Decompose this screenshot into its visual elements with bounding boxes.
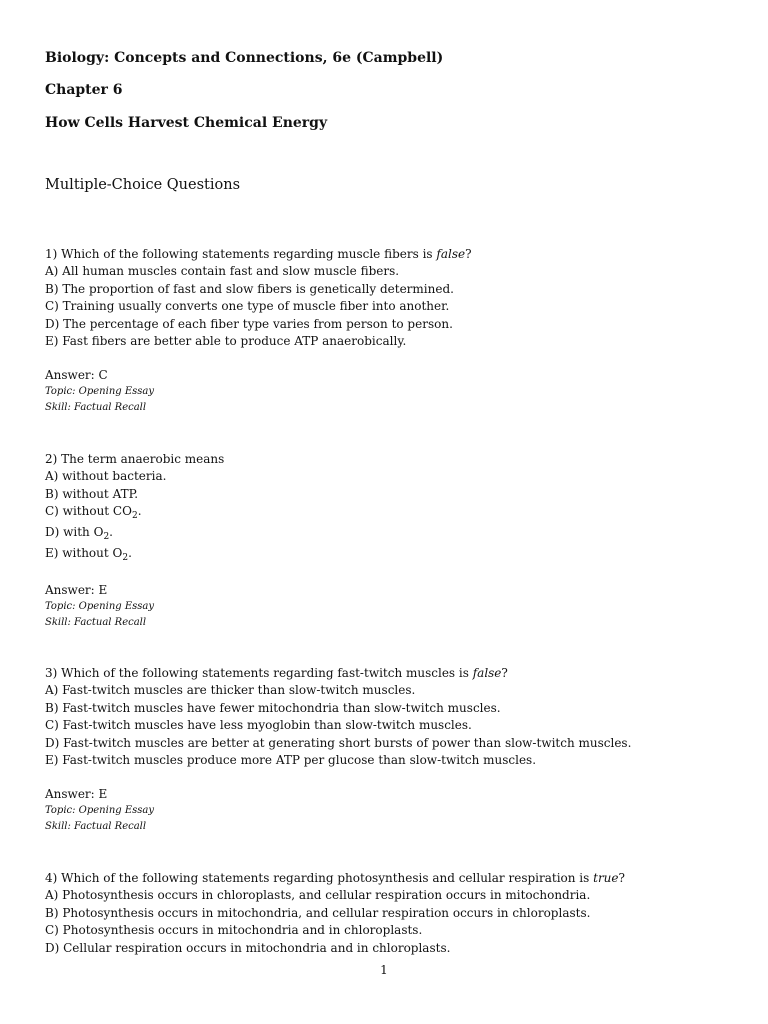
option-c: C) without $CO_2$. — [45, 504, 142, 522]
option-e: E) Fast fibers are better able to produce ATP anaerobically. — [45, 333, 407, 348]
page-number: 1 — [380, 963, 388, 977]
skill-1: Skill: Factual Recall — [45, 402, 147, 413]
question-3 — [45, 665, 631, 769]
option-b: B) without ATP. — [45, 486, 139, 501]
question-2 — [45, 451, 224, 566]
option-c: C) Fast-twitch muscles have less myoglobin than slow-twitch muscles. — [45, 718, 472, 733]
topic-3: Topic: Opening Essay — [45, 805, 155, 816]
skill-2: Skill: Factual Recall — [45, 617, 147, 628]
option-e: E) without $O_2$. — [45, 546, 132, 564]
option-c: C) Training usually converts one type of muscle fiber into another. — [45, 299, 450, 314]
section-heading: Multiple-Choice Questions — [45, 177, 241, 193]
question-4 — [45, 870, 625, 957]
option-a: A) without bacteria. — [45, 469, 167, 484]
question-stem: 3) Which of the following statements regarding fast-twitch muscles is false? — [45, 666, 508, 680]
option-d: D) Fast-twitch muscles are better at generating short bursts of power than slow-twitch muscles. — [45, 735, 632, 750]
option-b: B) Fast-twitch muscles have fewer mitochondria than slow-twitch muscles. — [45, 700, 501, 715]
chapter-title: How Cells Harvest Chemical Energy — [45, 115, 328, 131]
option-a: A) Fast-twitch muscles are thicker than slow-twitch muscles. — [45, 683, 416, 698]
option-a: A) All human muscles contain fast and slow muscle fibers. — [45, 264, 400, 279]
answer-1: Answer: C — [45, 368, 108, 382]
question-1 — [45, 246, 472, 350]
question-stem: 1) Which of the following statements regarding muscle fibers is false? — [45, 247, 472, 261]
chapter-label: Chapter 6 — [45, 82, 123, 98]
question-stem: 4) Which of the following statements regarding photosynthesis and cellular respiration is true? — [45, 871, 625, 885]
option-a: A) Photosynthesis occurs in chloroplasts, and cellular respiration occurs in mitochondria. — [45, 888, 591, 903]
option-e: E) Fast-twitch muscles produce more ATP per glucose than slow-twitch muscles. — [45, 752, 537, 767]
option-d: D) Cellular respiration occurs in mitochondria and in chloroplasts. — [45, 940, 451, 955]
option-b: B) Photosynthesis occurs in mitochondria, and cellular respiration occurs in chloroplasts. — [45, 905, 591, 920]
book-title: Biology: Concepts and Connections, 6e (Campbell) — [45, 50, 444, 66]
skill-3: Skill: Factual Recall — [45, 821, 147, 832]
option-b: B) The proportion of fast and slow fibers is genetically determined. — [45, 281, 454, 296]
topic-1: Topic: Opening Essay — [45, 386, 155, 397]
answer-2: Answer: E — [45, 583, 108, 597]
answer-3: Answer: E — [45, 787, 108, 801]
option-d: D) The percentage of each fiber type varies from person to person. — [45, 316, 453, 331]
question-stem: 2) The term anaerobic means — [45, 452, 225, 466]
topic-2: Topic: Opening Essay — [45, 601, 155, 612]
option-c: C) Photosynthesis occurs in mitochondria and in chloroplasts. — [45, 923, 423, 938]
option-d: D) with $O_2$. — [45, 525, 113, 543]
